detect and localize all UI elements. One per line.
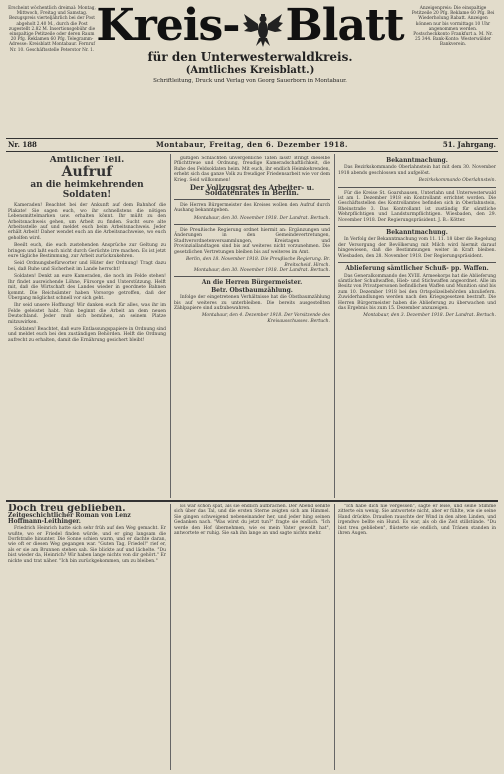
official-section-heading: Amtlicher Teil. — [49, 156, 125, 165]
signature: Montabaur, den 4. Dezember 1918. Der Vorsitzende des Kreisausschusses. Bertuch. — [201, 313, 330, 324]
appeal-heading: Aufruf — [61, 164, 113, 181]
volume-year: 51. Jahrgang. — [442, 140, 496, 149]
paragraph: Friedrich Heinrich hatte sich sehr früh auf den Weg gemacht. Er wußte, wo er Friedel finden würde, und er ging langsam die Dorfstraße hinunter. Die Sonne schien warm, und er dachte daran, wie oft er diesen Weg gegangen war. "Guten Tag, Friedel!" rief er, als er sie am Brunnen stehen sah. Sie blickte auf und lächelte. "Du bist wieder da, Heinrich? Wir haben lange nichts von dir gehört." Er nickte und trat näher. "Ich bin zurückgekommen, um zu bleiben." — [8, 526, 166, 564]
feuilleton-column-3 — [338, 504, 496, 768]
signature: Montabaur, den 3. Dezember 1918. Der Landrat. Bertuch. — [363, 313, 496, 319]
paragraph: Infolge der eingetretenen Verhältnisse hat die Obstbaumzählung bis auf weiteres zu unterbleiben. Die bereits ausgestellten Zählpapiere sind aufzubewahren. — [174, 295, 330, 311]
subtitle: für den Unterwesterwaldkreis. — [147, 50, 353, 64]
paragraph: "Ich habe dich nie vergessen", sagte er leise, und seine Stimme zitterte ein wenig. Sie antwortete nicht, aber er fühlte, wie sie seine Hand drückte. Draußen rauschte der Wind in den alten Linden, und irgendwo bellte ein Hund. Es war, als ob die Zeit stillstünde. "Du bist treu geblieben", flüsterte sie endlich, und Tränen standen in ihren Augen. — [338, 504, 496, 537]
divider — [338, 226, 496, 227]
council-heading: Der Vollzugsrat des Arbeiter- u. Soldatenrates in Berlin. — [189, 183, 315, 198]
newspaper-title — [92, 0, 408, 51]
appeal-subheading: an die heimkehrenden Soldaten! — [30, 180, 144, 201]
divider — [338, 262, 496, 263]
issue-number: Nr. 188 — [8, 140, 37, 149]
feuilleton-column-2 — [174, 504, 330, 768]
signature: Montabaur, den 30. November 1918. Der Landrat. Bertuch. — [193, 215, 330, 221]
paragraph: Für die Kreise St. Goarshausen, Unterlahn und Unterwesterwald ist am 1. Dezember 1918 ein Kontrollamt errichtet worden. Die Geschäftsstellen des Kontrollamtes befinden sich in Oberlahnstein, Rheinstraße 3. Das Kontrollamt ist zuständig für sämtliche Wehrpflichtigen und Landsturmpflichtigen. Wiesbaden, den 29. November 1918. Der Regierungspräsident. J. B.: Kötter. — [338, 190, 496, 223]
feuilleton-divider — [6, 500, 498, 502]
paragraph: Seid Ordnungsbefürworter und Hüter der Ordnung! Tragt dazu bei, daß Ruhe und Sicherheit im Lande herrscht! — [8, 261, 166, 272]
paragraph: gültigen Schlachten unvergeßliche Taten lässt! Bringt dieselbe Pflichttreue und Ordnung, freudige Kameradschaftlichkeit, die Ruhe des Feldsoldaten heim. Mit euch, ihr endlich Heimkehrenden, erhebt sich das ganze Volk zu freudiger Friedensarbeit wie vor dem Krieg. Seid willkommen! — [174, 156, 330, 183]
eagle-emblem-icon — [242, 10, 284, 48]
signature: Bezirkskommando Oberlahnstein. — [418, 178, 496, 184]
column-1 — [8, 156, 166, 496]
advertising-info-box: Anzeigenpreis: Die einspaltige Petitzeile 20 Pfg. Reklame 60 Pfg. Bei Wiederholung Rabatt. Anzeigen können nur bis vormittags 10 Uhr angenommen werden. Postscheckkonto Frankfurt a. M. Nr. 25 344. Bank-Konto: Westerwälder Bankverein. — [411, 6, 495, 48]
paragraph: Soldaten! Beachtet, daß eure Entlassungspapiere in Ordnung sind und meldet euch bei den zuständigen Behörden. Helft die Ordnung aufrecht zu erhalten, damit die Ernährung gesichert bleibt! — [8, 326, 166, 343]
paragraph: Die Herren Bürgermeister des Kreises wollen den Aufruf durch Aushang bekanntgeben. — [174, 202, 330, 214]
column-divider — [334, 504, 335, 770]
issue-bar — [6, 138, 498, 152]
column-3 — [338, 156, 496, 496]
divider — [338, 187, 496, 188]
divider — [174, 276, 330, 277]
paragraph: In Verfolg der Bekanntmachung vom 11. 11. 18 über die Regelung der Versorgung der Bevölkerung mit Milch wird hiermit darauf hingewiesen, daß die Bestimmungen weiter in Kraft bleiben. Wiesbaden, den 28. November 1918. Der Regierungspräsident. — [338, 237, 496, 259]
title-right: Blatt — [285, 0, 404, 51]
paragraph: Es war schon spät, als sie endlich aufbrachen. Der Abend senkte sich über das Tal, und die ersten Sterne zeigten sich am Himmel. Sie gingen schweigend nebeneinander her, und jeder hing seinen Gedanken nach. "Was wirst du jetzt tun?" fragte sie endlich. "Ich werde den Hof übernehmen, wie es mein Vater gewollt hat", antwortete er ruhig. Sie sah ihn lange an und sagte nichts mehr. — [174, 504, 330, 537]
column-divider — [170, 154, 171, 498]
title-left: Kreis- — [96, 0, 240, 51]
paragraph: Das Bezirkskommando Oberlahnstein hat mit dem 30. November 1918 abends geschlossen und aufgelöst. — [338, 165, 496, 176]
divider — [174, 199, 330, 200]
novel-subtitle: Zeitgeschichtlicher Roman von Lenz Hoffmann-Leithinger. — [8, 512, 131, 525]
paragraph: Beeilt euch, die euch zustehenden Ansprüche zur Geltung zu bringen und laßt euch nicht durch Gerüchte irre machen. Es ist jetzt eure tägliche Bestimmung, zur Arbeit zurückzukehren. — [8, 243, 166, 260]
subtitle-official: (Amtliches Kreisblatt.) — [185, 65, 315, 76]
notice-heading: An die Herren Bürgermeister. — [201, 279, 303, 287]
notice-heading: Bekanntmachung. — [386, 157, 448, 164]
paragraph: Die Preußische Regierung ordnet hiermit an: Ergänzungen und Änderungen in den Gemeindevertretungen, Stadtverordnetenversammlungen, Kreistagen und Provinziallandtagen sind bis auf weiteres nicht vorzunehmen. Die gesetzlichen Vertretungen bleiben bis auf weiteres im Amt. — [174, 228, 330, 255]
masthead — [0, 0, 504, 130]
paragraph: Das Generalkommando des XVIII. Armeekorps hat die Ablieferung sämtlicher Schußwaffen, Hieb- und Stichwaffen angeordnet. Alle im Besitz von Privatpersonen befindlichen Waffen und Munition sind bis zum 10. Dezember 1918 bei den Ortspolizeibehörden abzuliefern. Zuwiderhandlungen werden nach den Kriegsgesetzen bestraft. Die Herren Bürgermeister haben die Ablieferung zu überwachen und das Ergebnis bis zum 15. Dezember anzuzeigen. — [338, 273, 496, 311]
title-block — [92, 0, 408, 116]
novel-title: Doch treu geblieben. — [8, 504, 126, 514]
paragraph: Kameraden! Beachtet bei der Ankunft auf dem Bahnhof die Plakate! Sie sagen euch, wo ihr schnellstens die nötigen Lebensmittelmarken usw. erhalten könnt. Ihr müßt zu den Arbeitsnachweis gehen, um Arbeit zu finden. Sucht eure alte Arbeitsstelle auf und meldet euch beim Arbeitsnachweis. Jeder erhält Arbeit! Daher wendet euch an die Arbeitsnachweise, wo euch geholfen wird. — [8, 203, 166, 241]
column-2 — [174, 156, 330, 496]
divider — [174, 224, 330, 225]
subscription-info-box: Erscheint wöchentlich dreimal: Montag, Mittwoch, Freitag und Samstag. Bezugspreis vierteljährlich bei der Post abgeholt 2.40 M., durch die Post zugestellt 2.82 M. Insertionsgebühr die einspaltige Petitzeile oder deren Raum 20 Pfg. Reklamen 60 Pfg. Telegramm-Adresse: Kreisblatt Montabaur. Fernruf Nr. 10. Geschäftsstelle Peterstor Nr. 1. — [8, 6, 96, 53]
signature: Berlin, den 18. November 1918. Die Preußische Regierung. Br. Breitscheid. Hirsch. — [185, 257, 330, 268]
paragraph: Soldaten! Denkt an eure Kameraden, die noch im Felde stehen! Ihr findet ausreichende Löhne, Fürsorge und Unterstützung. Helft mit, daß die Wirtschaft des Landes wieder in geordnete Bahnen kommt. Die Reichsämter haben Vorsorge getroffen, daß der Übergang möglichst schnell vor sich geht. — [8, 274, 166, 301]
column-divider — [170, 504, 171, 770]
notice-heading: Bekanntmachung. — [386, 229, 448, 237]
publisher-line: Schriftleitung, Druck und Verlag von Georg Sauerborn in Montabaur. — [153, 78, 347, 84]
signature: Montabaur, den 30. November 1918. Der Landrat. Bertuch. — [193, 267, 330, 273]
issue-date: Montabaur, Freitag, den 6. Dezember 1918. — [156, 140, 348, 149]
feuilleton-column-1 — [8, 504, 166, 768]
notice-subheading: Betr. Obstbaumzählung. — [211, 286, 293, 294]
column-divider — [334, 154, 335, 498]
paragraph: Ihr seid unsere Hoffnung! Wir danken euch für alles, was ihr im Felde geleistet habt. Nun beginnt die Arbeit an dem neuen Deutschland. Jeder muß sich bemühen, an seinem Platze mitzuwirken. — [8, 303, 166, 325]
notice-heading: Ablieferung sämtlicher Schuß- pp. Waffen. — [345, 265, 489, 273]
